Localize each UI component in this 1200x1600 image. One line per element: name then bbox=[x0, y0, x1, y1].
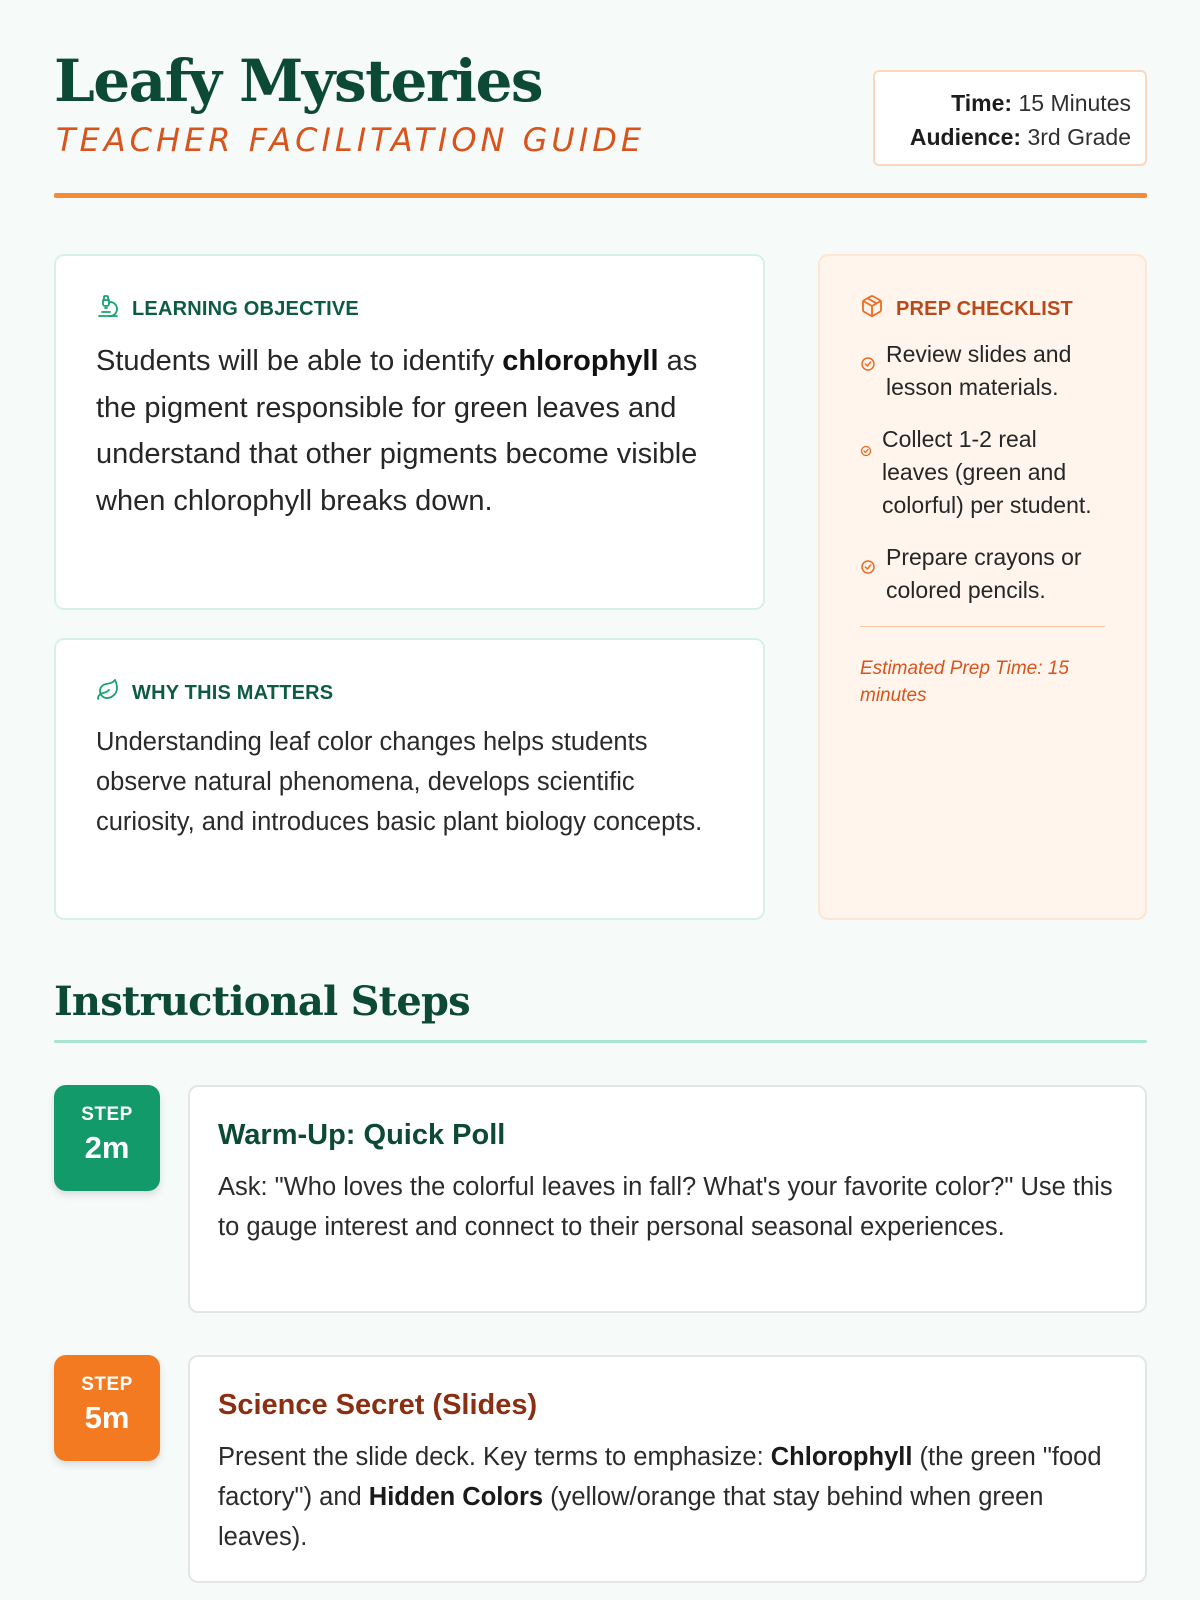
leaf-icon bbox=[96, 678, 120, 708]
step-body: Ask: "Who loves the colorful leaves in fall? What's your favorite color?" Use this to gauge interest and connect to their personal seasonal experiences. bbox=[218, 1173, 1113, 1241]
step-duration: 2m bbox=[84, 1130, 130, 1165]
header-divider bbox=[54, 193, 1147, 198]
time-label: Time: bbox=[951, 90, 1013, 116]
prep-heading-row bbox=[860, 294, 1105, 324]
lesson-meta-box bbox=[873, 70, 1147, 166]
key-term: Chlorophyll bbox=[770, 1443, 913, 1471]
checklist-item bbox=[860, 338, 1105, 404]
prep-checklist bbox=[860, 338, 1105, 607]
why-heading-row bbox=[96, 678, 723, 708]
time-row bbox=[875, 86, 1131, 120]
checklist-item-text: Prepare crayons or colored pencils. bbox=[886, 544, 1082, 603]
microscope-icon bbox=[96, 294, 120, 324]
objective-text bbox=[96, 338, 723, 524]
audience-row bbox=[875, 120, 1131, 154]
prep-checklist-card bbox=[818, 254, 1147, 920]
objective-key-term: chlorophyll bbox=[502, 345, 659, 377]
why-this-matters-card bbox=[54, 638, 765, 920]
steps-divider bbox=[54, 1040, 1147, 1043]
lesson-guide-page bbox=[54, 0, 1147, 1551]
audience-label: Audience: bbox=[909, 124, 1022, 150]
step-2-card bbox=[188, 1355, 1147, 1583]
objective-heading-row bbox=[96, 294, 723, 324]
time-value: 15 Minutes bbox=[1018, 90, 1131, 116]
step-title: Science Secret (Slides) bbox=[218, 1389, 538, 1421]
checklist-item bbox=[860, 541, 1105, 607]
steps-section-title: Instructional Steps bbox=[54, 978, 470, 1025]
prep-divider bbox=[860, 626, 1105, 627]
check-circle-icon bbox=[860, 348, 876, 404]
prep-heading: PREP CHECKLIST bbox=[896, 297, 1073, 320]
objective-heading: LEARNING OBJECTIVE bbox=[132, 297, 359, 320]
step-title: Warm-Up: Quick Poll bbox=[218, 1119, 506, 1151]
page-title: Leafy Mysteries bbox=[54, 47, 543, 115]
objective-text-start: Students will be able to identify bbox=[96, 345, 503, 377]
step-body-part: (the green "food factory") and bbox=[218, 1443, 1102, 1511]
step-body bbox=[218, 1437, 1117, 1557]
checklist-item bbox=[860, 423, 1105, 522]
key-term: Hidden Colors bbox=[368, 1483, 544, 1511]
step-2-badge bbox=[54, 1355, 160, 1461]
step-badge-label: STEP bbox=[81, 1104, 133, 1125]
learning-objective-card bbox=[54, 254, 765, 610]
step-1-card bbox=[188, 1085, 1147, 1313]
audience-value: 3rd Grade bbox=[1027, 124, 1131, 150]
page-subtitle: TEACHER FACILITATION GUIDE bbox=[56, 121, 646, 159]
why-heading: WHY THIS MATTERS bbox=[132, 681, 334, 704]
package-icon bbox=[860, 294, 884, 324]
step-1-badge bbox=[54, 1085, 160, 1191]
step-badge-label: STEP bbox=[81, 1374, 133, 1395]
why-text: Understanding leaf color changes helps students observe natural phenomena, develops scientific curiosity, and introduces basic plant biology concepts. bbox=[96, 728, 703, 836]
step-body-part: (yellow/orange that stay behind when green leaves). bbox=[218, 1483, 1044, 1551]
checklist-item-text: Review slides and lesson materials. bbox=[886, 341, 1072, 400]
checklist-item-text: Collect 1-2 real leaves (green and colorful) per student. bbox=[882, 426, 1092, 518]
check-circle-icon bbox=[860, 551, 876, 607]
header bbox=[54, 0, 1147, 200]
estimated-prep-time: Estimated Prep Time: 15 minutes bbox=[860, 658, 1069, 706]
objective-text-end: as the pigment responsible for green leaves and understand that other pigments become visible when chlorophyll breaks down. bbox=[96, 345, 698, 517]
step-duration: 5m bbox=[84, 1400, 130, 1435]
step-body-part: Present the slide deck. Key terms to emphasize: bbox=[218, 1443, 771, 1471]
check-circle-icon bbox=[860, 433, 872, 522]
